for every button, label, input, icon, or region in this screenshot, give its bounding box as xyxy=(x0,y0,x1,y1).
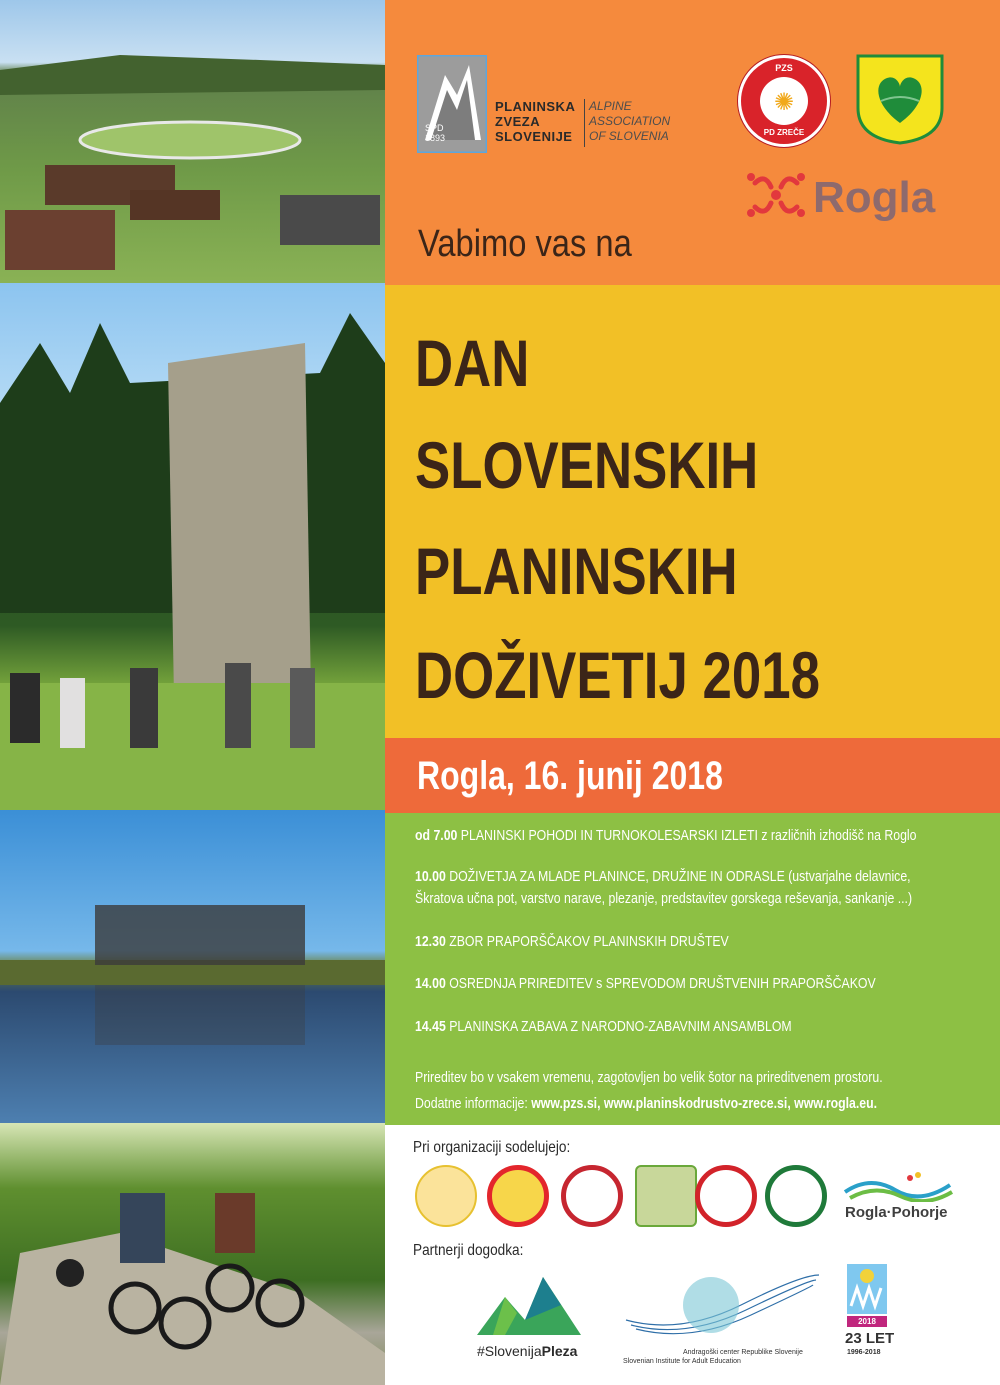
program-text: PLANINSKA ZABAVA Z NARODNO-ZABAVNIM ANSAMBLOM xyxy=(449,1018,792,1035)
program-time: od 7.00 xyxy=(415,827,458,844)
program-text: OSREDNJA PRIREDITEV s SPREVODOM DRUŠTVENIH PRAPORŠČAKOV xyxy=(449,975,876,992)
photo-mountain-bikers-art xyxy=(0,1123,385,1385)
pzs-alpine-name xyxy=(589,99,670,144)
pzs-name-line: SLOVENIJE xyxy=(495,129,573,144)
program-item xyxy=(415,931,729,953)
slovenija-pleza-bold: Pleza xyxy=(541,1343,578,1359)
program-text: ZBOR PRAPORŠČAKOV PLANINSKIH DRUŠTEV xyxy=(449,933,729,950)
program-text: PLANINSKI POHODI IN TURNOKOLESARSKI IZLETI z različnih izhodišč na Roglo xyxy=(460,827,917,844)
weather-note: Prireditev bo v vsakem vremenu, zagotovljen bo velik šotor na prireditvenem prostoru. xyxy=(415,1069,883,1086)
mountains-icon xyxy=(475,1265,585,1340)
organizer-badge xyxy=(765,1165,827,1227)
event-title-line: SLOVENSKIH xyxy=(415,428,759,502)
pzs-name xyxy=(495,99,575,144)
header-band xyxy=(385,0,1000,285)
acs-name-si: Andragoški center Republike Slovenije xyxy=(683,1349,803,1356)
acs-logo xyxy=(621,1265,821,1375)
photo-lake-group-art xyxy=(0,810,385,1123)
tvu-anniversary: 23 LET xyxy=(845,1330,895,1347)
rogla-pohorje-wave-icon xyxy=(840,1170,955,1202)
rogla-people-icon xyxy=(745,165,807,225)
pzs-name-line: PLANINSKA xyxy=(495,99,576,114)
photo-climbing-wall xyxy=(0,283,385,810)
title-band xyxy=(385,285,1000,738)
program-item xyxy=(415,866,912,910)
partners-heading: Partnerji dogodka: xyxy=(413,1242,524,1259)
rogla-pohorje-logo xyxy=(840,1170,955,1230)
event-date: Rogla, 16. junij 2018 xyxy=(417,754,723,798)
program-item xyxy=(415,825,917,847)
photo-rogla-aerial-art xyxy=(0,0,385,283)
info-label: Dodatne informacije: xyxy=(415,1095,528,1112)
event-title-line: PLANINSKIH xyxy=(415,534,738,608)
event-title-line: DOŽIVETIJ 2018 xyxy=(415,638,820,712)
rogla-logo xyxy=(745,165,935,225)
rogla-wordmark: Rogla xyxy=(813,173,936,222)
pzs-alpine-line: ALPINE xyxy=(589,99,632,113)
tvu-range: 1996-2018 xyxy=(847,1349,881,1356)
pd-zrece-logo xyxy=(738,55,830,147)
program-band xyxy=(385,813,1000,1125)
pd-zrece-bottom-text: PD ZREČE xyxy=(763,128,805,137)
pzs-alpine-line: OF SLOVENIA xyxy=(589,129,669,143)
date-band xyxy=(385,738,1000,813)
tvu-year: 2018 xyxy=(847,1316,887,1327)
organizers-heading: Pri organizaciji sodelujejo: xyxy=(413,1139,571,1156)
program-time: 12.30 xyxy=(415,933,446,950)
slovenija-pleza-logo xyxy=(475,1265,585,1375)
pzs-spd: SPD xyxy=(425,123,444,133)
info-note xyxy=(415,1093,877,1115)
photo-mountain-bikers xyxy=(0,1123,385,1385)
pd-zrece-top-text: PZS xyxy=(775,63,793,73)
program-text: Škratova učna pot, varstvo narave, plezanje, predstavitev gorskega reševanja, sankanje ...) xyxy=(415,890,913,907)
acs-waves-icon xyxy=(621,1265,821,1345)
pzs-divider xyxy=(584,99,585,147)
program-time: 14.00 xyxy=(415,975,446,992)
program-time: 14.45 xyxy=(415,1018,446,1035)
partners-band xyxy=(385,1125,1000,1385)
slovenija-pleza-prefix: #Slovenija xyxy=(477,1343,542,1359)
organizer-badge xyxy=(415,1165,477,1227)
program-time: 10.00 xyxy=(415,868,446,885)
mountain-emblem-icon xyxy=(417,55,487,153)
pzs-alpine-line: ASSOCIATION xyxy=(589,114,671,128)
municipality-shield-icon xyxy=(855,53,945,146)
info-links[interactable]: www.pzs.si, www.planinskodrustvo-zrece.si, www.rogla.eu. xyxy=(531,1095,878,1112)
program-item xyxy=(415,973,876,995)
pzs-year: 1893 xyxy=(425,133,446,143)
tvu-sun-icon xyxy=(843,1260,893,1315)
pzs-name-line: ZVEZA xyxy=(495,114,541,129)
photo-climbing-wall-art xyxy=(0,283,385,810)
program-text: DOŽIVETJA ZA MLADE PLANINCE, DRUŽINE IN ODRASLE (ustvarjalne delavnice, xyxy=(449,868,911,885)
invite-text: Vabimo vas na xyxy=(418,223,632,265)
rogla-pohorje-name: Rogla·Pohorje xyxy=(845,1204,948,1221)
photo-lake-group xyxy=(0,810,385,1123)
organizer-badge xyxy=(695,1165,757,1227)
program-item xyxy=(415,1016,792,1038)
organizer-badge xyxy=(561,1165,623,1227)
event-title-line: DAN xyxy=(415,326,530,400)
pzs-logo xyxy=(417,55,671,155)
organizer-badge xyxy=(487,1165,549,1227)
slovenija-pleza-name xyxy=(477,1343,577,1359)
photo-rogla-aerial xyxy=(0,0,385,283)
tvu-logo xyxy=(843,1260,893,1375)
acs-name-en: Slovenian Institute for Adult Education xyxy=(623,1358,741,1365)
organizer-badge xyxy=(635,1165,697,1227)
edelweiss-icon: ✺ xyxy=(774,89,795,116)
